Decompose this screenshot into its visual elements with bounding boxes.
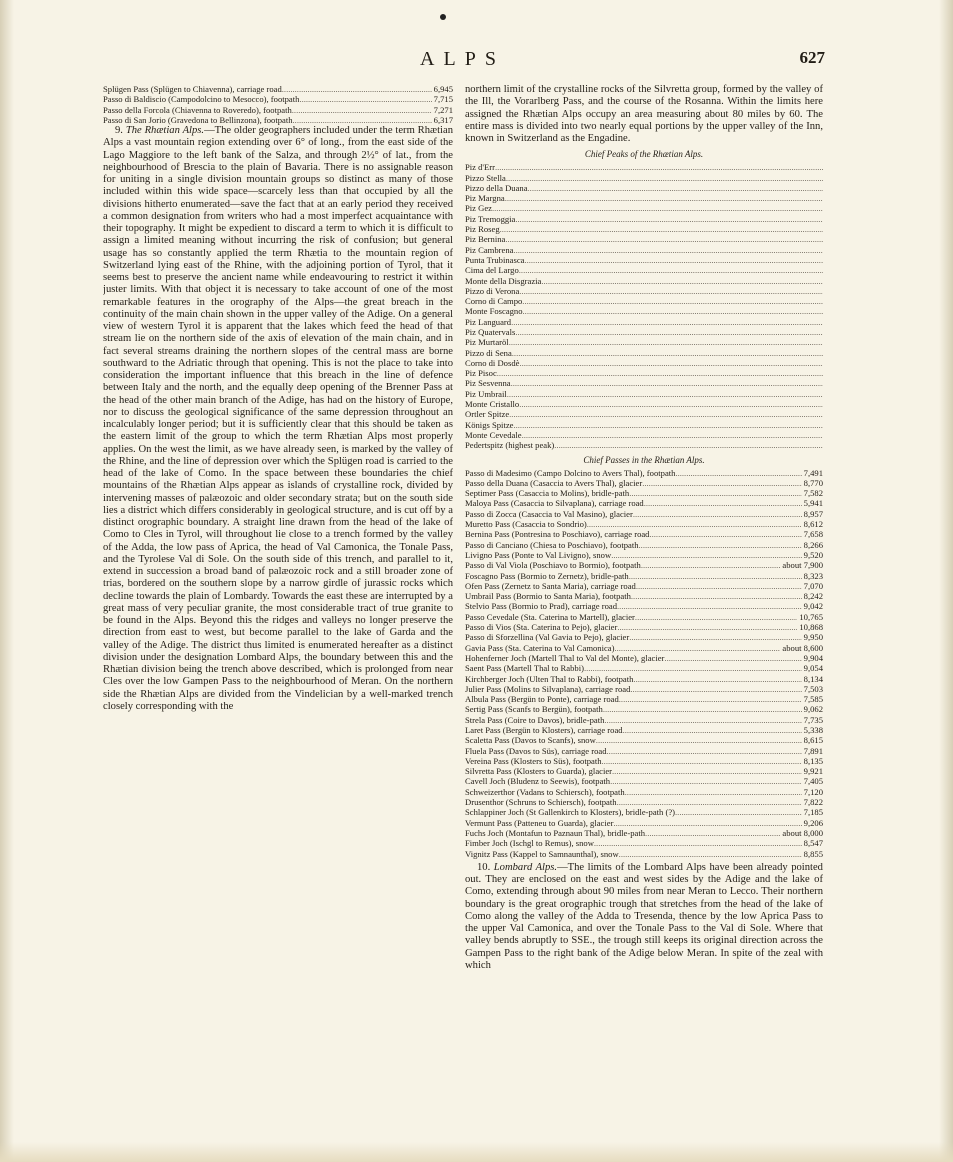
pass-entry <box>465 550 823 560</box>
peak-entry <box>465 296 823 306</box>
leader-dots <box>603 704 802 714</box>
entry-name: Passo di Zocca (Casaccia to Val Masino), glacier <box>465 508 633 519</box>
page-number: 627 <box>799 48 825 67</box>
pass-entry <box>465 818 823 828</box>
entry-name: Piz Tremoggia <box>465 213 516 224</box>
leader-dots <box>636 581 802 591</box>
entry-height: 7,735 <box>803 714 823 725</box>
peak-entry <box>465 162 823 172</box>
leader-dots <box>554 440 823 450</box>
peaks-table-title: Chief Peaks of the Rhætian Alps. <box>584 149 704 160</box>
pass-entry <box>465 704 823 714</box>
leader-dots <box>675 468 801 478</box>
section-title: The Rhætian Alps. <box>125 125 205 137</box>
peak-entry <box>465 203 823 213</box>
leader-dots <box>511 378 823 388</box>
page-right-edge-shadow <box>939 0 953 1162</box>
passes-table-title: Chief Passes in the Rhætian Alps. <box>583 454 705 465</box>
entry-name: Vignitz Pass (Kappel to Samnaunthal), snow <box>465 848 619 859</box>
peak-entry <box>465 255 823 265</box>
entry-name: Passo della Duana (Casaccia to Avers Thal), glacier <box>465 477 643 488</box>
entry-name: Schweizerthor (Vadans to Schiersch), footpath <box>465 786 625 797</box>
entry-name: Septimer Pass (Casaccia to Molins), bridle-path <box>465 488 630 499</box>
leader-dots <box>613 818 801 828</box>
entry-name: Piz d'Err <box>465 162 495 173</box>
leader-dots <box>519 399 823 409</box>
entry-name: Monte Foscagno <box>465 306 523 317</box>
ink-dot <box>440 14 446 20</box>
peak-entry <box>465 245 823 255</box>
pass-entry <box>465 674 823 684</box>
entry-name: Fuchs Joch (Montafun to Paznaun Thal), bridle-path <box>465 827 646 838</box>
peaks-column-left <box>465 162 823 450</box>
entry-height: 6,317 <box>433 114 453 125</box>
entry-name: Vermunt Pass (Patteneu to Guarda), glacier <box>465 817 614 828</box>
entry-name: Piz Bernina <box>465 234 506 245</box>
leader-dots <box>523 306 823 316</box>
leader-dots <box>541 276 823 286</box>
entry-name: Pizzo Stella <box>465 172 506 183</box>
entry-height: 9,042 <box>803 601 823 612</box>
entry-name: Königs Spitze <box>465 419 514 430</box>
section-body: —The limits of the Lombard Alps have been already pointed out. They are enclosed on the east and west sides by the Adige and the lake of Como, extending through about 90 miles from near Meran to Lecco. Their northern boundary is the great orographic trough that stretches from the head of the lake of Como along the valley of the Adda to Tresenda, thence by the low Aprica Pass to the upper Val Camonica, and over the Tonale Pass to the Val di Sole. Where that valley bends abruptly to SSE., the trough still keeps its original direction across the Gampen Pass to the right bank of the Adige below Meran. In spite of the zeal with which <box>465 861 823 971</box>
leader-dots <box>292 105 432 115</box>
leader-dots <box>519 358 823 368</box>
pass-entry <box>465 560 823 570</box>
peak-entry <box>465 440 823 450</box>
pass-entry <box>465 807 823 817</box>
leader-dots <box>644 498 802 508</box>
entry-height: 6,945 <box>433 84 453 94</box>
peak-entry <box>465 214 823 224</box>
entry-height: 8,612 <box>803 519 823 530</box>
leader-dots <box>664 653 801 663</box>
entry-name: Piz Languard <box>465 316 512 327</box>
peak-entry <box>465 183 823 193</box>
leader-dots <box>596 735 802 745</box>
leader-dots <box>631 591 802 601</box>
pass-entry <box>465 529 823 539</box>
peak-entry <box>465 317 823 327</box>
pass-entry <box>465 797 823 807</box>
leader-dots <box>633 509 802 519</box>
leader-dots <box>623 725 802 735</box>
peak-entry <box>465 327 823 337</box>
entry-name: Fluela Pass (Davos to Süs), carriage road <box>465 745 607 756</box>
leader-dots <box>619 849 802 859</box>
entry-height: 9,520 <box>803 549 823 560</box>
splugen-passes-list <box>103 84 453 125</box>
entry-name: Passo di Baldiscio (Campodolcino to Mesocco), footpath <box>103 94 300 105</box>
pass-entry <box>465 776 823 786</box>
pass-entry <box>465 612 823 622</box>
running-header <box>100 48 825 80</box>
peak-entry <box>465 193 823 203</box>
leader-dots <box>629 488 801 498</box>
pass-entry <box>465 694 823 704</box>
peak-entry <box>465 337 823 347</box>
entry-height: 7,491 <box>803 467 823 478</box>
entry-height: 7,405 <box>803 776 823 787</box>
entry-height: 8,957 <box>803 508 823 519</box>
peak-entry <box>465 286 823 296</box>
leader-dots <box>505 193 823 203</box>
entry-name: Scaletta Pass (Davos to Scanfs), snow <box>465 735 596 746</box>
entry-height: 7,715 <box>433 94 453 105</box>
entry-height: 9,921 <box>803 766 823 777</box>
leader-dots <box>513 420 823 430</box>
entry-height: 7,585 <box>803 694 823 705</box>
leader-dots <box>617 797 802 807</box>
entry-name: Monte Cevedale <box>465 429 522 440</box>
entry-name: Passo Cevedale (Sta. Caterina to Martell), glacier <box>465 611 635 622</box>
entry-name: Pizzo della Duana <box>465 182 528 193</box>
leader-dots <box>617 601 802 611</box>
pass-entry <box>465 653 823 663</box>
peak-entry <box>465 224 823 234</box>
leader-dots <box>629 632 801 642</box>
entry-height: 10,765 <box>799 611 823 622</box>
peak-entry <box>465 265 823 275</box>
entry-height: 5,338 <box>803 724 823 735</box>
pass-entry <box>465 849 823 859</box>
peak-entry <box>465 430 823 440</box>
entry-height: 7,070 <box>803 580 823 591</box>
entry-name: Cavell Joch (Bludenz to Seewis), footpath <box>465 776 611 787</box>
entry-name: Piz Gez <box>465 203 492 214</box>
entry-height: 7,503 <box>803 683 823 694</box>
entry-height: 9,904 <box>803 652 823 663</box>
leader-dots <box>633 674 801 684</box>
entry-height: 7,120 <box>803 786 823 797</box>
leader-dots <box>612 766 802 776</box>
entry-name: Passo di Madesimo (Campo Dolcino to Avers Thal), footpath <box>465 467 676 478</box>
leader-dots <box>522 430 823 440</box>
entry-height: 7,658 <box>803 529 823 540</box>
leader-dots <box>513 245 823 255</box>
entry-name: Muretto Pass (Casaccia to Sondrio) <box>465 519 587 530</box>
pass-entry <box>103 84 453 94</box>
pass-entry <box>103 105 453 115</box>
entry-height: 8,323 <box>803 570 823 581</box>
entry-name: Julier Pass (Molins to Silvaplana), carriage road <box>465 683 631 694</box>
entry-name: Drusenthor (Schruns to Schiersch), footpath <box>465 797 617 808</box>
pass-entry <box>465 735 823 745</box>
pass-entry <box>465 725 823 735</box>
entry-name: Gavia Pass (Sta. Caterina to Val Camonica) <box>465 642 615 653</box>
entry-height: 7,822 <box>803 797 823 808</box>
leader-dots <box>524 255 823 265</box>
pass-entry <box>465 581 823 591</box>
leader-dots <box>293 115 432 125</box>
peak-entry <box>465 234 823 244</box>
entry-height: 8,615 <box>803 735 823 746</box>
entry-name: Sertig Pass (Scanfs to Bergün), footpath <box>465 704 603 715</box>
pass-entry <box>465 591 823 601</box>
leader-dots <box>299 94 431 104</box>
leader-dots <box>635 612 797 622</box>
leader-dots <box>519 265 823 275</box>
entry-name: Maloya Pass (Casaccia to Silvaplana), carriage road <box>465 498 644 509</box>
peak-entry <box>465 368 823 378</box>
entry-name: Monte della Disgrazia <box>465 275 542 286</box>
leader-dots <box>642 478 801 488</box>
leader-dots <box>515 327 823 337</box>
pass-entry <box>465 468 823 478</box>
page-left-edge-shadow <box>0 0 14 1162</box>
pass-entry <box>465 540 823 550</box>
entry-name: Piz Quatervals <box>465 327 516 337</box>
peak-entry <box>465 276 823 286</box>
leader-dots <box>506 173 823 183</box>
entry-height: 8,855 <box>803 848 823 859</box>
leader-dots <box>584 663 802 673</box>
peak-entry <box>465 378 823 388</box>
leader-dots <box>607 746 802 756</box>
entry-name: Passo di San Jorio (Gravedona to Bellinzona), footpath <box>103 114 293 125</box>
entry-name: Passo di Vios (Sta. Caterina to Pejo), glacier <box>465 622 618 633</box>
entry-name: Hohenferner Joch (Martell Thal to Val del Monte), glacier <box>465 652 665 663</box>
leader-dots <box>610 776 802 786</box>
entry-height: about 8,000 <box>782 827 823 838</box>
entry-name: Piz Sesvenna <box>465 378 511 389</box>
entry-height: 8,134 <box>803 673 823 684</box>
entry-height: 8,770 <box>803 477 823 488</box>
entry-name: Foscagno Pass (Bormio to Zernetz), bridle-path <box>465 570 629 581</box>
entry-name: Passo di Canciano (Chiesa to Poschiavo), footpath <box>465 539 639 550</box>
entry-name: Piz Roseg <box>465 224 500 235</box>
entry-name: Corno di Campo <box>465 296 523 307</box>
entry-height: 7,891 <box>803 745 823 756</box>
entry-name: Pizzo di Sena <box>465 347 512 358</box>
pass-entry <box>465 571 823 581</box>
entry-height: about 8,600 <box>782 642 823 653</box>
entry-name: Ofen Pass (Zernetz to Santa Maria), carriage road <box>465 580 636 591</box>
peak-entry <box>465 358 823 368</box>
running-title: ALPS <box>420 48 505 70</box>
leader-dots <box>511 317 823 327</box>
peak-entry <box>465 173 823 183</box>
entry-height: 7,185 <box>803 807 823 818</box>
pass-entry <box>465 828 823 838</box>
section-number: 9. <box>115 125 123 137</box>
peak-entry <box>465 306 823 316</box>
pass-entry <box>465 622 823 632</box>
peak-entry <box>465 399 823 409</box>
entry-name: Schlappiner Joch (St Gallenkirch to Klosters), bridle-path (?) <box>465 807 676 818</box>
pass-entry <box>103 94 453 104</box>
passes-table <box>465 468 823 859</box>
leader-dots <box>282 84 432 94</box>
leader-dots <box>507 389 823 399</box>
entry-name: Cima del Largo <box>465 265 519 276</box>
pass-entry <box>465 756 823 766</box>
leader-dots <box>614 643 780 653</box>
entry-name: Passo della Forcola (Chiavenna to Roveredo), footpath <box>103 104 292 115</box>
leader-dots <box>641 560 781 570</box>
entry-name: Laret Pass (Bergün to Klosters), carriage road <box>465 724 623 735</box>
entry-name: Umbrail Pass (Bormio to Santa Maria), footpath <box>465 591 631 602</box>
entry-name: Stelvio Pass (Bormio to Prad), carriage road <box>465 601 618 612</box>
entry-name: Pedertspitz (highest peak) <box>465 440 555 451</box>
page-bottom-shadow <box>0 1142 953 1162</box>
entry-name: Piz Pisoc <box>465 368 497 379</box>
entry-name: Piz Umbrail <box>465 388 507 399</box>
leader-dots <box>625 787 802 797</box>
entry-name: Saent Pass (Martell Thal to Rabbi) <box>465 663 584 674</box>
leader-dots <box>617 622 797 632</box>
entry-height: 5,941 <box>803 498 823 509</box>
leader-dots <box>492 203 823 213</box>
pass-entry <box>465 478 823 488</box>
pass-entry <box>465 488 823 498</box>
pass-entry <box>465 838 823 848</box>
section-body: —The older geographers included under the term Rhætian Alps a vast mountain region extending over 6° of long., from the east side of the Lago Maggiore to the left bank of the Salza, and through 2½° of lat., from the neighbourhood of Brescia to the plain of Bavaria. There is no assignable reason for uniting in a single division mountain groups so distinct as many of those included within this wide space—scarcely less than that occupied by all the divisions hitherto enumerated—save the fact that at an early period they received a common designation from writers who had a most imperfect acquaintance with their topography. It might be expedient to discard a term to which it is difficult to assign a limited meaning without incurring the risk of confusion; but general usage has so constantly applied the term Rhætia to the mountain region of Switzerland lying east of the Rhine, with the adjoining portion of Tyrol, that it seems best to preserve the ancient name while endeavouring to restrict it within juster limits. With that object it is necessary to take account of one of the most remarkable features in the orography of the Alps—the great breach in the continuity of the main chain shown in the upper valley of the Adige. On a general view of western Tyrol it is apparent that the lakes which feed the head of that stream lie on the northern side of the axis of elevation of the main chain, and in fact several streams draining the northern slopes of the central mass are borne southward to the Adriatic through that opening. This is not the place to take into consideration the important influence that this breach in the line of defence between Italy and the north, and the equally deep opening of the Brenner Pass at the head of the other main branch of the Adige, has had on the history of Europe, nor to discuss the geological significance of the same depression throughout an incalculably longer period; but it is sufficiently clear that this should be taken as the eastern limit of the group to which the term Rhætian Alps most properly applies. On the west the limit, as we have already seen, is marked by the valley of the Rhine, and the line of depression over which the Splügen road is carried to the head of the lake of Como. In the space between these boundaries the chief mountains of the Rhætian Alps appear as islands of crystalline rock, divided by intervening masses of palæozoic and older secondary strata; but on the south side lies a district which differs considerably in geological structure, and is cut off by a distinct orographic boundary. A straight line drawn from the head of the lake of Como to Cles in Tyrol, will throughout lie close to a trench formed by the valley of the Adda, the low pass of Aprica, the head of Val Camonica, the Tonale Pass, and the Tyrolese Val di Sole. On the south side of this trench, and parallel to it, extend in succession a broad band of palæozoic rock and a still broader zone of trias, bordered on the southern slope by a narrow girdle of jurassic rocks which decline towards the plain of Lombardy. Towards the east these are interrupted by a great mass of very peculiar granite, the most considerable tract of true granite to be found in the Alps. Beyond this the ridges and valleys no longer preserve the direction from east to west, but become parallel to the lake of Garda and the valley of the Adige. The district thus limited is enumerated hereafter as a distinct division under the designation Lombard Alps, the boundary between this and the Rhætian division being the trench above described, which is prolonged from near Cles over the low Gampen Pass to the neighbourhood of Meran. On the northern side the Rhætian Alps are divided from the Vindelician by a well-marked trench closely corresponding with the <box>103 125 453 712</box>
pass-entry <box>465 601 823 611</box>
leader-dots <box>495 162 823 172</box>
entry-height: 9,054 <box>803 663 823 674</box>
entry-name: Piz Cambrena <box>465 244 514 255</box>
leader-dots <box>505 234 823 244</box>
entry-height: 8,266 <box>803 539 823 550</box>
leader-dots <box>629 571 802 581</box>
entry-name: Passo di Val Viola (Poschiavo to Bormio), footpath <box>465 560 641 571</box>
leader-dots <box>509 409 823 419</box>
pass-entry <box>465 684 823 694</box>
entry-height: about 7,900 <box>782 560 823 571</box>
entry-name: Splügen Pass (Splügen to Chiavenna), carriage road <box>103 84 282 94</box>
pass-entry <box>465 746 823 756</box>
leader-dots <box>594 838 802 848</box>
entry-name: Bernina Pass (Pontresina to Poschiavo), carriage road <box>465 529 650 540</box>
entry-name: Piz Murtaröl <box>465 337 509 348</box>
pass-entry <box>465 663 823 673</box>
section-number: 10. <box>477 861 491 873</box>
leader-dots <box>675 807 802 817</box>
leader-dots <box>497 368 823 378</box>
continuation-paragraph: northern limit of the crystalline rocks of the Silvretta group, formed by the valley of the Ill, the Vorarlberg Pass, and the course of the Rosanna. Within the limits here assigned the Rhætian Alps occupy an area measuring about 80 miles by 60. The entire mass is divided into two nearly equal portions by the upper valley of the Inn, known in Switzerland as the Engadine. <box>465 84 823 144</box>
entry-height: 8,135 <box>803 755 823 766</box>
leader-dots <box>500 224 823 234</box>
pass-entry <box>103 115 453 125</box>
entry-name: Pizzo di Verona <box>465 285 520 296</box>
leader-dots <box>639 540 802 550</box>
peak-entry <box>465 409 823 419</box>
leader-dots <box>649 529 801 539</box>
pass-entry <box>465 643 823 653</box>
peak-entry <box>465 420 823 430</box>
entry-height: 7,271 <box>433 104 453 115</box>
right-column <box>465 84 823 1124</box>
leader-dots <box>528 183 823 193</box>
entry-height: 10,868 <box>799 622 823 633</box>
leader-dots <box>645 828 780 838</box>
entry-height: 7,582 <box>803 488 823 499</box>
leader-dots <box>602 756 802 766</box>
pass-entry <box>465 787 823 797</box>
entry-name: Passo di Sforzellina (Val Gavia to Pejo), glacier <box>465 632 630 643</box>
entry-height: 9,206 <box>803 817 823 828</box>
entry-name: Piz Margna <box>465 193 505 204</box>
entry-name: Kirchberger Joch (Ulten Thal to Rabbi), footpath <box>465 673 634 684</box>
pass-entry <box>465 519 823 529</box>
leader-dots <box>619 694 802 704</box>
entry-name: Strela Pass (Coire to Davos), bridle-path <box>465 714 605 725</box>
entry-name: Livigno Pass (Ponte to Val Livigno), snow <box>465 549 612 560</box>
leader-dots <box>630 684 801 694</box>
entry-name: Silvretta Pass (Klosters to Guarda), glacier <box>465 766 613 777</box>
entry-name: Corno di Dosdè <box>465 357 520 368</box>
rhaetian-section-paragraph <box>103 125 453 713</box>
peaks-table <box>465 162 823 450</box>
pass-entry <box>465 498 823 508</box>
entry-name: Monte Cristallo <box>465 399 520 410</box>
pass-entry <box>465 715 823 725</box>
peak-entry <box>465 348 823 358</box>
leader-dots <box>587 519 802 529</box>
lombard-section-paragraph <box>465 862 823 972</box>
peak-entry <box>465 389 823 399</box>
pass-entry <box>465 766 823 776</box>
entry-name: Vereina Pass (Klosters to Süs), footpath <box>465 755 602 766</box>
leader-dots <box>519 286 823 296</box>
section-title: Lombard Alps. <box>493 861 558 873</box>
entry-height: 9,950 <box>803 632 823 643</box>
pass-entry <box>465 509 823 519</box>
entry-name: Punta Trubinasca <box>465 254 525 265</box>
left-column <box>103 84 453 1124</box>
leader-dots <box>515 214 823 224</box>
entry-name: Ortler Spitze <box>465 409 510 420</box>
entry-name: Fimber Joch (Ischgl to Remus), snow <box>465 838 594 849</box>
leader-dots <box>522 296 823 306</box>
leader-dots <box>509 337 823 347</box>
entry-height: 8,242 <box>803 591 823 602</box>
entry-height: 9,062 <box>803 704 823 715</box>
pass-entry <box>465 632 823 642</box>
leader-dots <box>611 550 801 560</box>
entry-name: Albula Pass (Bergün to Ponte), carriage road <box>465 694 619 705</box>
leader-dots <box>512 348 823 358</box>
leader-dots <box>604 715 801 725</box>
entry-height: 8,547 <box>803 838 823 849</box>
